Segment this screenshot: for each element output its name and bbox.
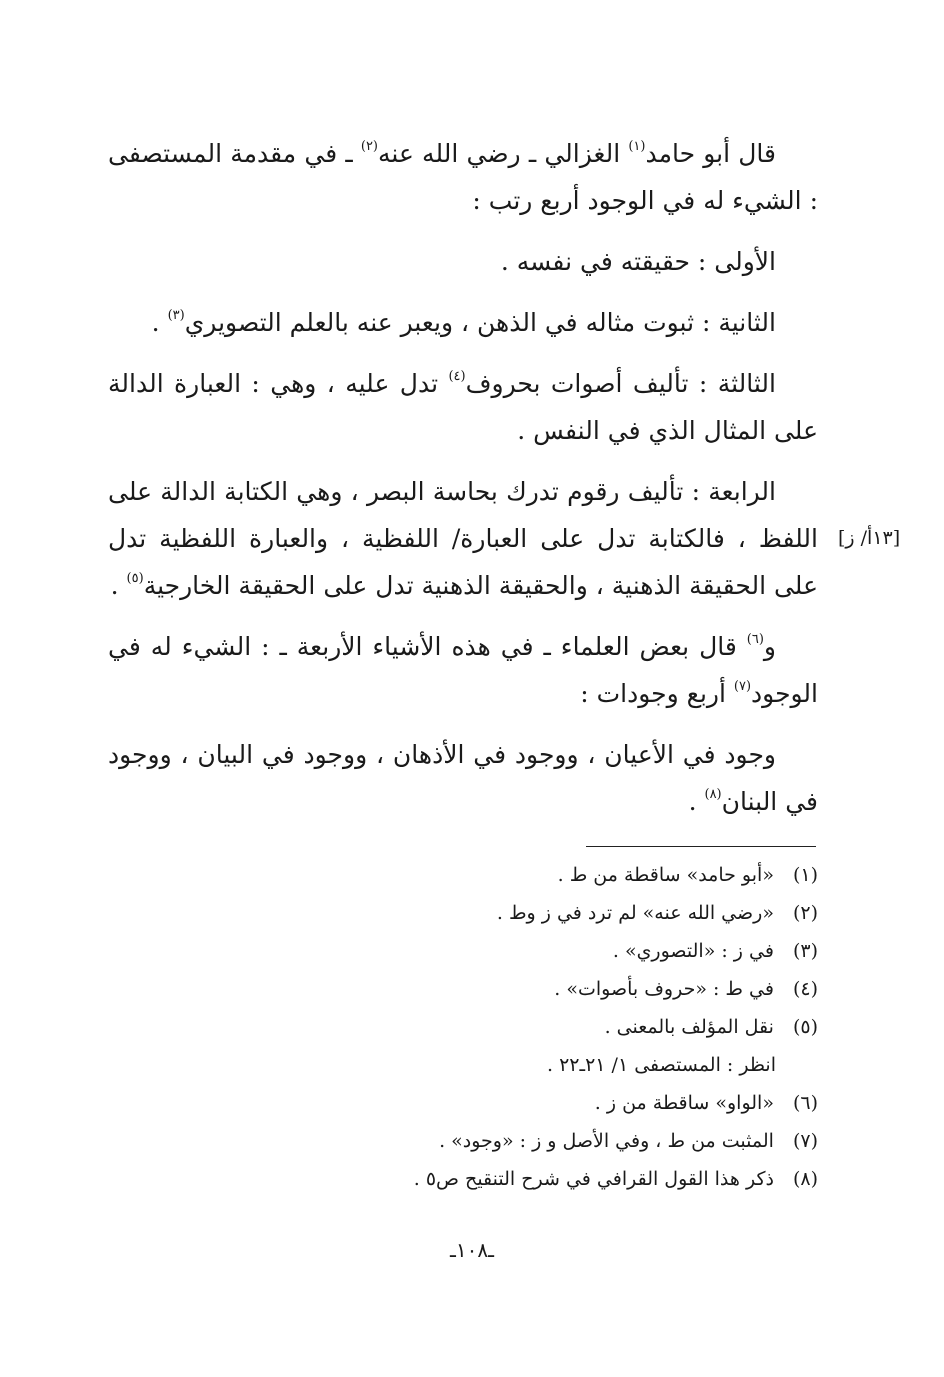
footnote-text: انظر : المستصفى ١/ ٢١ـ٢٢ . xyxy=(546,1054,776,1076)
paragraph-text: قال أبو حامد xyxy=(645,139,776,168)
paragraph-text: الثانية : ثبوت مثاله في الذهن ، ويعبر عنه بالعلم التصويري xyxy=(184,308,776,337)
main-text xyxy=(108,130,818,839)
paragraph-text: وجود في الأعيان ، ووجود في الأذهان ، ووجود في البيان ، ووجود في البنان xyxy=(108,740,818,816)
paragraph-text: . xyxy=(151,308,168,337)
paragraph xyxy=(108,623,818,717)
footnote-marker: (١) xyxy=(628,139,646,154)
footnote-marker: (٣) xyxy=(167,308,185,323)
footnote-number: (٨) xyxy=(792,1168,818,1190)
footnote-text: «رضي الله عنه» لم ترد في ز وط . xyxy=(496,902,774,924)
manuscript-folio-reference: [١٣أ/ ز] xyxy=(838,527,901,549)
footnote-marker: (٨) xyxy=(704,787,722,802)
footnote xyxy=(300,970,818,1008)
page-number: ـ١٠٨ـ xyxy=(450,1238,494,1262)
footnotes xyxy=(300,856,818,1198)
footnote-marker: (٤) xyxy=(448,369,466,384)
paragraph xyxy=(108,468,818,609)
paragraph-text: . xyxy=(110,571,127,600)
footnote-number: (٦) xyxy=(792,1092,818,1114)
paragraph xyxy=(108,299,818,346)
footnote-text: في ز : «التصوري» . xyxy=(612,940,774,962)
footnote xyxy=(300,1160,818,1198)
paragraph-text: الرابعة : تأليف رقوم تدرك بحاسة البصر ، وهي الكتابة الدالة على اللفظ ، فالكتابة تدل على العبارة/ اللفظية ، والعبارة اللفظية تدل على الحقيقة الذهنية ، والحقيقة الذهنية تدل على الحقيقة الخارجية xyxy=(108,477,818,600)
footnote xyxy=(300,1084,818,1122)
footnote-number: (٥) xyxy=(792,1016,818,1038)
footnote-text: «الواو» ساقطة من ز . xyxy=(594,1092,774,1114)
paragraph-text: و xyxy=(763,632,776,661)
footnote-number: (٧) xyxy=(792,1130,818,1152)
paragraph-text: تدل عليه ، وهي : العبارة الدالة على المثال الذي في النفس . xyxy=(108,369,818,445)
paragraph xyxy=(108,238,818,285)
footnote-separator xyxy=(586,846,816,847)
footnote-text: نقل المؤلف بالمعنى . xyxy=(604,1016,774,1038)
paragraph xyxy=(108,731,818,825)
paragraph-text: الغزالي ـ رضي الله عنه xyxy=(378,139,629,168)
footnote-continuation xyxy=(300,1046,818,1084)
footnote-marker: (٢) xyxy=(360,139,378,154)
paragraph-text: أربع وجودات : xyxy=(580,679,734,708)
footnote xyxy=(300,856,818,894)
footnote-number: (٣) xyxy=(792,940,818,962)
footnote-number: (٤) xyxy=(792,978,818,1000)
paragraph xyxy=(108,360,818,454)
footnote-number: (٢) xyxy=(792,902,818,924)
footnote xyxy=(300,1008,818,1046)
footnote-marker: (٥) xyxy=(126,571,144,586)
footnote-marker: (٧) xyxy=(733,679,752,694)
footnote-number: (١) xyxy=(792,864,818,886)
paragraph-text: الأولى : حقيقته في نفسه . xyxy=(500,247,776,276)
paragraph-text: الثالثة : تأليف أصوات بحروف xyxy=(465,369,776,398)
paragraph xyxy=(108,130,818,224)
footnote xyxy=(300,894,818,932)
footnote xyxy=(300,932,818,970)
paragraph-text: قال بعض العلماء ـ في هذه الأشياء الأربعة ـ : الشيء له في الوجود xyxy=(108,632,818,708)
footnote-text: في ط : «حروف بأصوات» . xyxy=(554,978,774,1000)
footnote-text: ذكر هذا القول القرافي في شرح التنقيح ص٥ . xyxy=(413,1168,774,1190)
footnote xyxy=(300,1122,818,1160)
paragraph-text: . xyxy=(688,787,705,816)
paragraph-text: ـ في مقدمة المستصفى : الشيء له في الوجود أربع رتب : xyxy=(108,139,818,215)
footnote-marker: (٦) xyxy=(746,632,764,647)
footnote-text: المثبت من ط ، وفي الأصل و ز : «وجود» . xyxy=(439,1130,774,1152)
footnote-text: «أبو حامد» ساقطة من ط . xyxy=(557,864,774,886)
